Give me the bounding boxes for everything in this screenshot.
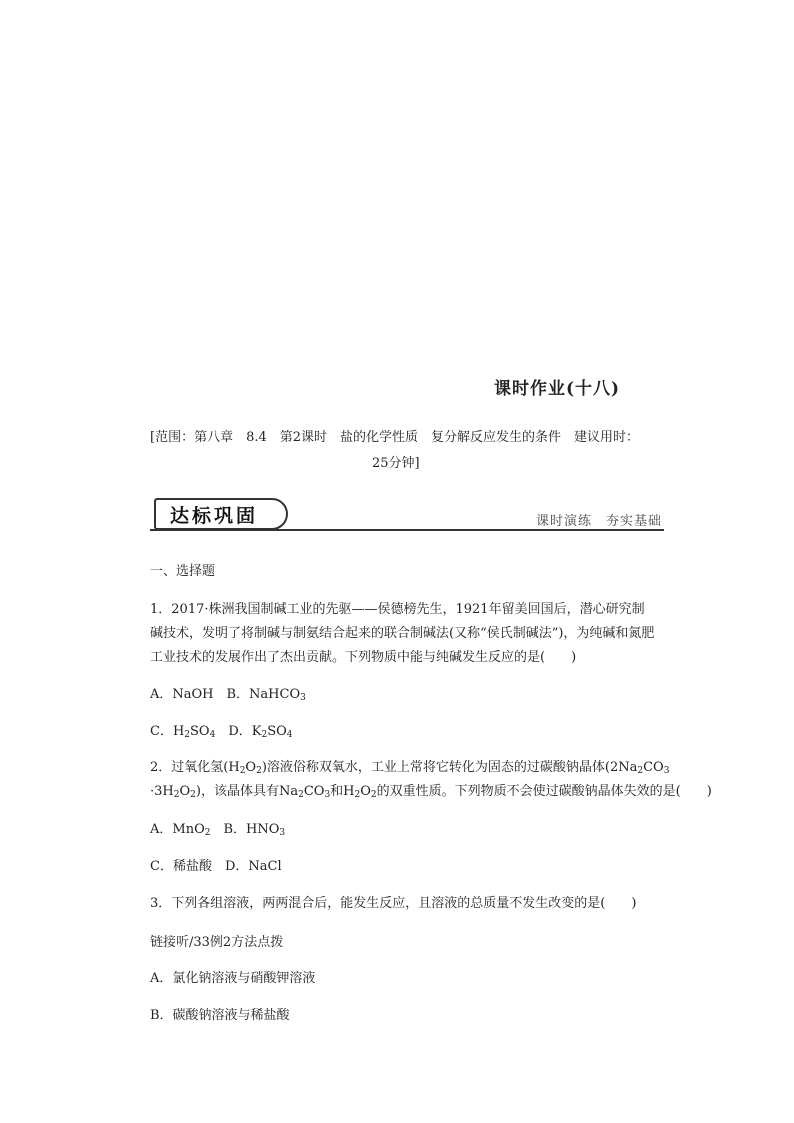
banner-right-text: 课时演练 夯实基础 [535, 514, 662, 529]
scope-line-1: [范围：第八章 8.4 第2课时 盐的化学性质 复分解反应发生的条件 建议用时： [150, 430, 640, 445]
q2-line-1: 2．过氧化氢$(H_2O_2)$溶液俗称双氧水，工业上常将它转化为固态的过碳酸钠晶体($2Na_2CO_3$ [150, 760, 670, 776]
page-title: 课时作业(十八) [494, 379, 621, 399]
q1-line-2: 碱技术，发明了将制碱与制氨结合起来的联合制碱法(又称“侯氏制碱法”)，为纯碱和氮肥 [150, 626, 655, 641]
banner-badge-text: 达标巩固 [170, 505, 259, 527]
q3-option-b: B．碳酸钠溶液与稀盐酸 [150, 1008, 290, 1023]
q1-line-3: 工业技术的发展作出了杰出贡献。下列物质中能与纯碱发生反应的是( ) [150, 650, 577, 665]
q3-option-a: A．氯化钠溶液与硝酸钾溶液 [150, 971, 316, 986]
q3-stem: 3．下列各组溶液，两两混合后，能发生反应，且溶液的总质量不发生改变的是( ) [150, 896, 637, 911]
q2-line-2: $\cdot 3H_2O_2$)，该晶体具有$Na_2CO_3$和$H_2O_2$的双重性质。下列物质不会使过碳酸钠晶体失效的是( ) [150, 784, 712, 800]
scope-line-2: 25分钟] [372, 456, 420, 471]
section-heading: 一、选择题 [150, 564, 216, 579]
section-banner [150, 496, 664, 532]
q1-options-ab: A．NaOH B．NaHCO$_3$ [150, 687, 306, 703]
q3-link: 链接听/33例2方法点拨 [150, 935, 284, 950]
q1-options-cd: C．$H_2SO_4$ D．$K_2SO_4$ [150, 724, 293, 740]
q1-line-1: 1．2017·株洲我国制碱工业的先驱——侯德榜先生，1921年留美回国后，潜心研究制 [150, 602, 645, 617]
q2-options-cd: C．稀盐酸 D．NaCl [150, 859, 282, 874]
q2-options-ab: A．MnO$_2$ B．$HNO_3$ [150, 822, 286, 838]
banner-badge [154, 498, 288, 530]
